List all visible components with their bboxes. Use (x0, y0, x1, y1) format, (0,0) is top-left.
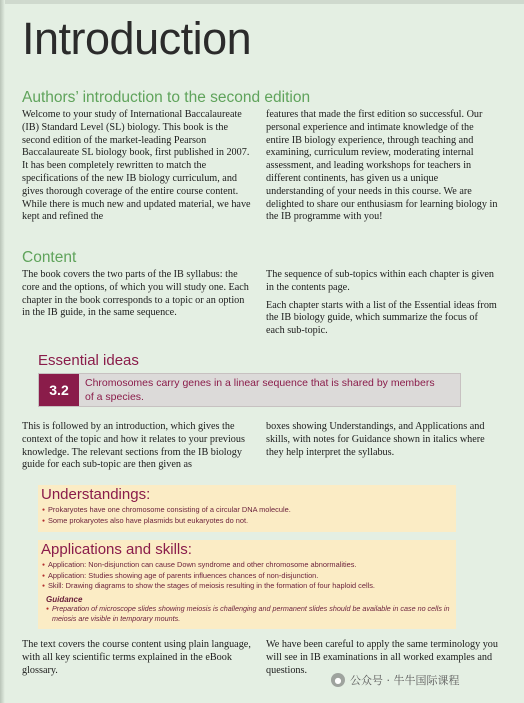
essential-idea-text: Chromosomes carry genes in a linear sequence that is shared by members of a species. (85, 377, 435, 403)
closing-right-text: We have been careful to apply the same terminology you will see in IB examinations in all worked examples and questions. (266, 639, 498, 676)
page-left-edge (0, 0, 5, 703)
content-right-text-2: Each chapter starts with a list of the Essential ideas from the IB biology guide, which summarize the focus of each sub-topic. (266, 299, 497, 337)
essential-ideas-box (38, 373, 461, 407)
watermark-text: 公众号 · 牛牛国际课程 (350, 674, 460, 687)
application-item: ● Application: Non-disjunction can cause Down syndrome and other chromosome abnormalities. (42, 560, 456, 571)
authors-intro-heading: Authors’ introduction to the second edition (22, 89, 311, 106)
followed-right-column (266, 421, 498, 459)
content-left-text: The book covers the two parts of the IB syllabus: the core and the options, of which you will study one. Each chapter in the book corresponds to a topic or an option in the IB guide, in the same sequence. (22, 269, 249, 319)
content-right-text-1: The sequence of sub-topics within each chapter is given in the contents page. (266, 269, 495, 293)
understandings-box (38, 485, 456, 532)
content-left-column (22, 269, 254, 320)
understanding-item: ● Some prokaryotes also have plasmids but eukaryotes do not. (42, 516, 456, 527)
essential-ideas-heading: Essential ideas (38, 352, 139, 369)
guidance-list (38, 604, 456, 625)
understandings-list (38, 505, 456, 526)
content-heading: Content (22, 249, 77, 266)
essential-idea-number: 3.2 (39, 374, 79, 406)
authors-intro-right-column (266, 109, 498, 224)
application-item: ● Skill: Drawing diagrams to show the stages of meiosis resulting in the formation of four haploid cells. (42, 581, 456, 592)
followed-left-text: This is followed by an introduction, which gives the context of the topic and how it relates to your previous knowledge. The relevant sections from the IB biology guide for each sub-topic are then given as (22, 421, 245, 471)
applications-heading: Applications and skills: (41, 541, 192, 558)
watermark (331, 672, 460, 688)
guidance-item: ● Preparation of microscope slides showing meiosis is challenging and permanent slides should be available in case no cells in meiosis are visible in temporary mounts. (46, 604, 452, 625)
content-right-column (266, 269, 498, 338)
applications-box (38, 540, 456, 629)
closing-left-column (22, 639, 254, 677)
followed-left-column (22, 421, 254, 472)
page-top-edge (0, 0, 524, 4)
application-item: ● Application: Studies showing age of parents influences chances of non-disjunction. (42, 571, 456, 582)
authors-intro-left-text: Welcome to your study of International Baccalaureate (IB) Standard Level (SL) biology. This book is the second edition of the market-leading Pearson Baccalaureate SL biology book, first published in 2007. It has been completely rewritten to match the specifications of the new IB biology curriculum, and gives thorough coverage of the entire course content. While there is much new and updated material, we have kept and refined the (22, 109, 251, 223)
understanding-item: ● Prokaryotes have one chromosome consisting of a circular DNA molecule. (42, 505, 456, 516)
authors-intro-right-text: features that made the first edition so successful. Our personal experience and intimate knowledge of the entire IB biology experience, through teaching and examining, curriculum review, moderating internal assessment, and leading workshops for teachers in different continents, has given us a unique understanding of your needs in this course. We are delighted to share our enthusiasm for learning biology in the IB programme with you! (266, 109, 498, 223)
closing-left-text: The text covers the course content using plain language, with all key scientific terms explained in the eBook glossary. (22, 639, 251, 676)
applications-list (38, 560, 456, 592)
wechat-icon: ● (331, 673, 345, 687)
followed-right-text: boxes showing Understandings, and Applications and skills, with notes for Guidance shown in italics where they help interpret the syllabus. (266, 421, 485, 458)
guidance-heading: Guidance (46, 594, 83, 604)
understandings-heading: Understandings: (41, 486, 151, 503)
page-title: Introduction (22, 13, 252, 64)
authors-intro-left-column (22, 109, 254, 224)
